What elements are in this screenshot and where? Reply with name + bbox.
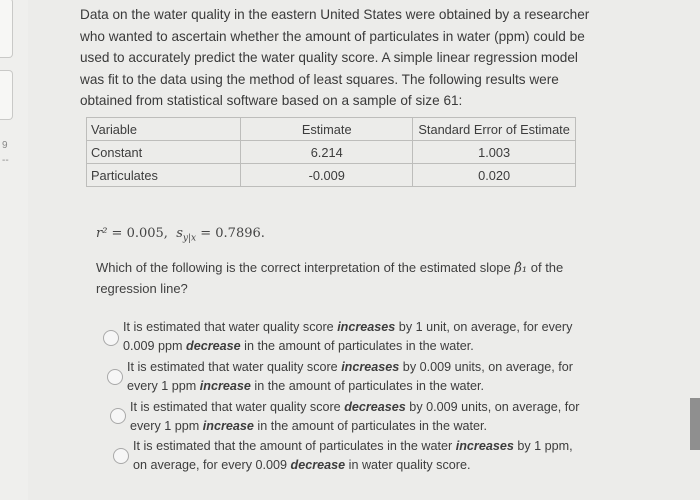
- question-prompt: [96, 258, 576, 299]
- table-cell: 1.003: [413, 141, 576, 164]
- option-text: in water quality score.: [345, 457, 471, 472]
- table-row: [87, 164, 576, 187]
- option-text: by 0.009 units, on average, for: [399, 360, 573, 374]
- option-3-text[interactable]: [130, 398, 580, 435]
- option-text: in the amount of particulates in the water.: [253, 418, 488, 433]
- question-text: of the: [527, 260, 564, 275]
- table-row: [87, 141, 576, 164]
- table-cell: 6.214: [241, 141, 413, 164]
- table-cell: -0.009: [241, 164, 413, 187]
- column-header-standard-error: Standard Error of Estimate: [413, 118, 576, 141]
- table-header-row: [87, 118, 576, 141]
- option-text: every 1 ppm: [130, 418, 203, 433]
- option-text: by 1 ppm,: [513, 439, 573, 453]
- question-text: regression line?: [96, 281, 188, 296]
- option-1-radio[interactable]: [103, 330, 119, 346]
- option-text: It is estimated that the amount of particulates in the water: [133, 439, 456, 453]
- intro-line: was fit to the data using the method of least squares. The following results were: [80, 71, 559, 87]
- table-cell: Particulates: [87, 164, 241, 187]
- option-text: in the amount of particulates in the water.: [240, 338, 474, 353]
- option-text: 0.009 ppm: [123, 338, 187, 353]
- left-gutter: [0, 0, 28, 500]
- question-intro: [80, 4, 590, 112]
- option-text: every 1 ppm: [127, 378, 200, 393]
- scrollbar-thumb[interactable]: [690, 398, 700, 450]
- option-text: It is estimated that water quality score: [127, 360, 342, 374]
- column-header-estimate: Estimate: [241, 118, 413, 141]
- slope-symbol: β̂₁: [514, 261, 528, 276]
- option-text: by 0.009 units, on average, for: [405, 400, 580, 414]
- option-emphasis: increases: [341, 360, 400, 374]
- option-emphasis: increase: [202, 418, 254, 433]
- option-text: by 1 unit, on average, for every: [395, 320, 573, 334]
- intro-line: who wanted to ascertain whether the amount of particulates in water (ppm) could be: [80, 28, 585, 44]
- intro-line: used to accurately predict the water quality score. A simple linear regression model: [80, 50, 578, 65]
- gutter-card[interactable]: [0, 0, 13, 58]
- table-cell: Constant: [87, 141, 241, 164]
- gutter-card[interactable]: [0, 70, 13, 120]
- option-emphasis: increases: [337, 320, 396, 334]
- option-2-radio[interactable]: [107, 369, 123, 385]
- r-squared-value: 0.005,: [126, 226, 168, 241]
- option-emphasis: decrease: [290, 457, 346, 472]
- option-text: It is estimated that water quality score: [123, 320, 338, 334]
- std-error-value: 0.7896.: [215, 226, 265, 241]
- option-emphasis: decreases: [344, 400, 406, 414]
- question-text: Which of the following is the correct interpretation of the estimated slope: [96, 260, 515, 275]
- option-emphasis: increase: [199, 378, 251, 393]
- option-2-text[interactable]: [127, 358, 577, 395]
- option-text: in the amount of particulates in the water.: [250, 378, 485, 393]
- option-4-text[interactable]: [133, 437, 583, 474]
- gutter-question-number: 9: [2, 140, 8, 151]
- std-error-label: s: [176, 226, 183, 241]
- option-emphasis: increases: [455, 439, 514, 453]
- r-squared-label: r² =: [96, 226, 127, 241]
- regression-statistics: [96, 226, 265, 244]
- std-error-equals: =: [196, 226, 216, 241]
- table-cell: 0.020: [413, 164, 576, 187]
- option-text: on average, for every 0.009: [133, 457, 291, 472]
- intro-line: Data on the water quality in the eastern United States were obtained by a researcher: [80, 7, 590, 22]
- option-emphasis: decrease: [186, 338, 241, 353]
- option-text: It is estimated that water quality score: [130, 400, 345, 414]
- option-3-radio[interactable]: [110, 408, 126, 424]
- regression-results-table: [86, 117, 576, 187]
- column-header-variable: Variable: [87, 118, 241, 141]
- gutter-dash: --: [2, 155, 9, 166]
- option-1-text[interactable]: [123, 318, 573, 355]
- option-4-radio[interactable]: [113, 448, 129, 464]
- intro-line: obtained from statistical software based on a sample of size 61:: [80, 93, 463, 108]
- std-error-subscript: y|x: [182, 233, 197, 244]
